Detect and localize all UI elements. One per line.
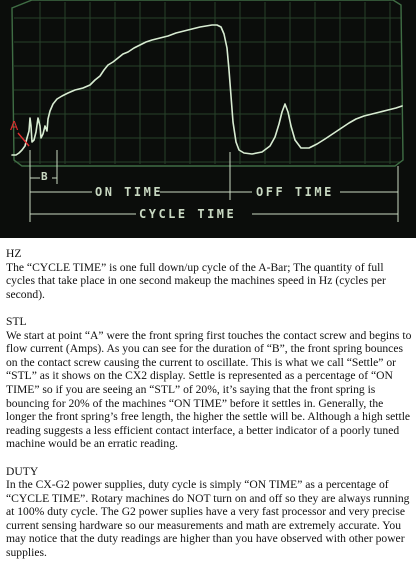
section-stl [6,315,412,451]
label-cycle-time: CYCLE TIME [139,207,237,221]
document-body [6,247,412,573]
section-text: We start at point “A” were the front spring first touches the contact screw and begins to flow current (Amps). As you can see for the duration of “B”, the front spring bounces on the contact screw causing the current to oscillate. This is what we call “Settle” or “STL” as it shows on the CX2 display. Settle is represented as a percentage of “ON TIME” so if you are seeing an “STL” of 20%, it’s saying that the front spring is bouncing for 20% of the machines “ON TIME” before it settles in. Generally, the longer the front spring’s free length, the higher the settle will be. Although a high settle reading suggests a less efficient contact interface, a better indicator of a poorly tuned machine would be an erratic reading. [6,328,412,451]
section-heading: DUTY [6,464,39,478]
label-b: B [41,170,48,183]
section-hz [6,247,412,301]
oscilloscope-screen [0,0,416,238]
section-heading: STL [6,314,27,328]
scope-frame [12,0,403,166]
label-a: A [10,119,19,133]
oscilloscope-figure [0,0,416,238]
section-text: The “CYCLE TIME” is one full down/up cycle of the A-Bar; The quantity of full cycles that take place in one second makeup the machines speed in Hz (cycles per second). [6,260,386,301]
section-heading: HZ [6,247,22,260]
section-text: In the CX-G2 power supplies, duty cycle is simply “ON TIME” as a percentage of “CYCLE TIME”. Rotary machines do NOT turn on and off so they are always running at 100% duty cycle. The G2 power suplies have a very fast processor and very precise current sensing hardware so our measurements and math are extremely accurate. You may notice that the duty readings are higher than you have observed with other power supplies. [6,478,410,560]
label-off-time: OFF TIME [256,185,334,199]
label-on-time: ON TIME [95,185,164,199]
section-duty [6,465,412,560]
